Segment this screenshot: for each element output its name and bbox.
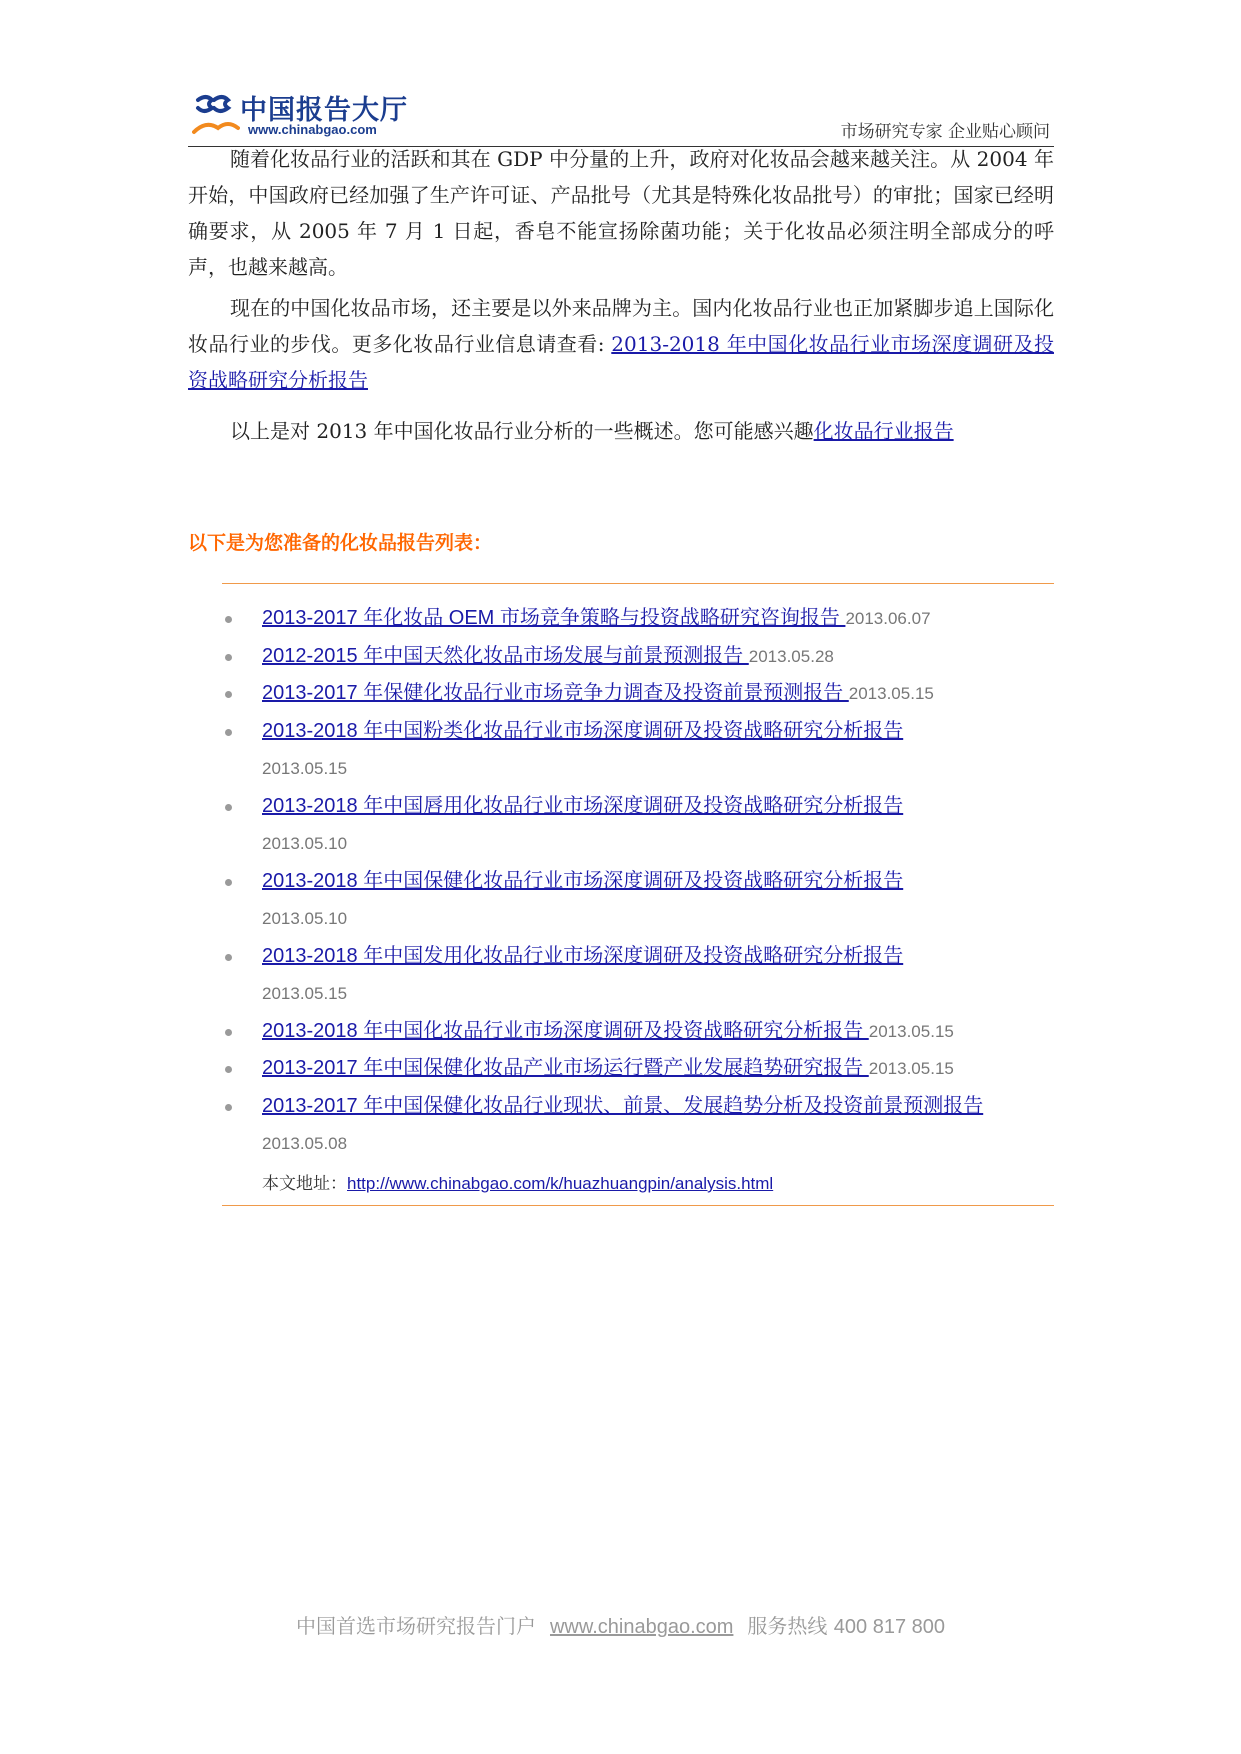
bullet-icon — [225, 954, 232, 961]
report-date: 2013.05.10 — [262, 909, 348, 928]
bullet-icon — [225, 879, 232, 886]
paragraph-summary — [188, 413, 1054, 449]
logo-url: www.chinabgao.com — [248, 122, 377, 137]
report-link-inline[interactable]: 2013-2018 年中国化妆品行业市场深度调研及投资战略研究分析报告 — [188, 332, 1054, 392]
footer-hotline-label: 服务热线 — [747, 1614, 828, 1638]
logo-text: 中国报告大厅 — [240, 95, 408, 126]
report-list-item — [222, 1013, 1062, 1051]
paragraph-market-text: 现在的中国化妆品市场，还主要是以外来品牌为主。国内化妆品行业也正加紧脚步追上国际化妆品行业的步伐。更多化妆品行业信息请查看: — [188, 296, 1054, 356]
report-date: 2013.05.08 — [262, 1134, 348, 1153]
bullet-icon — [225, 616, 232, 623]
report-date: 2013.05.15 — [868, 1021, 954, 1041]
site-logo[interactable] — [188, 86, 428, 144]
report-title-link[interactable]: 2013-2017 年中国保健化妆品行业现状、前景、发展趋势分析及投资前景预测报告 — [262, 1094, 984, 1117]
paragraph-regulation: 随着化妆品行业的活跃和其在 GDP 中分量的上升，政府对化妆品会越来越关注。从 2004 年开始，中国政府已经加强了生产许可证、产品批号（尤其是特殊化妆品批号）的审批；国家已经明确要求，从 2005 年 7 月 1 日起，香皂不能宣扬除菌功能；关于化妆品必须注明全部成分的呼声，也越来越高。 — [188, 147, 1054, 279]
page-footer — [0, 1610, 1241, 1639]
bullet-icon — [225, 804, 232, 811]
footer-hotline-number: 400 817 800 — [833, 1616, 946, 1638]
logo-mark-icon — [192, 92, 240, 138]
header-slogan: 市场研究专家 企业贴心顾问 — [840, 122, 1050, 142]
report-title-link[interactable]: 2013-2018 年中国保健化妆品行业市场深度调研及投资战略研究分析报告 — [262, 869, 904, 892]
paragraph-market — [188, 290, 1054, 398]
report-list-item — [222, 788, 1062, 863]
report-date: 2013.05.15 — [262, 984, 348, 1003]
report-list-item — [222, 600, 1062, 638]
bullet-icon — [225, 729, 232, 736]
report-list-item — [222, 1050, 1062, 1088]
report-title-link[interactable]: 2013-2018 年中国唇用化妆品行业市场深度调研及投资战略研究分析报告 — [262, 794, 904, 817]
report-date: 2013.05.15 — [868, 1059, 954, 1078]
divider-bottom — [222, 1205, 1054, 1206]
report-title-link[interactable]: 2013-2017 年化妆品 OEM 市场竞争策略与投资战略研究咨询报告 — [262, 607, 846, 629]
bullet-icon — [225, 1104, 232, 1111]
source-url-link[interactable]: http://www.chinabgao.com/k/huazhuangpin/analysis.html — [347, 1174, 774, 1193]
report-list-item — [222, 938, 1062, 1013]
report-date: 2013.06.07 — [845, 609, 931, 628]
industry-report-link[interactable]: 化妆品行业报告 — [813, 419, 954, 443]
report-title-link[interactable]: 2013-2017 年保健化妆品行业市场竞争力调查及投资前景预测报告 — [262, 682, 849, 704]
divider-top — [222, 583, 1054, 584]
report-list-item — [222, 713, 1062, 788]
report-title-link[interactable]: 2013-2018 年中国发用化妆品行业市场深度调研及投资战略研究分析报告 — [262, 944, 904, 967]
report-title-link[interactable]: 2013-2018 年中国化妆品行业市场深度调研及投资战略研究分析报告 — [262, 1019, 869, 1042]
report-title-link[interactable]: 2012-2015 年中国天然化妆品市场发展与前景预测报告 — [262, 644, 749, 667]
report-title-link[interactable]: 2013-2017 年中国保健化妆品产业市场运行暨产业发展趋势研究报告 — [262, 1057, 869, 1079]
report-list-item — [222, 863, 1062, 938]
source-label: 本文地址： — [262, 1174, 347, 1194]
footer-tagline: 中国首选市场研究报告门户 — [295, 1614, 536, 1638]
bullet-icon — [225, 654, 232, 661]
article-source — [262, 1169, 773, 1194]
report-list-item — [222, 1088, 1062, 1163]
bullet-icon — [225, 1066, 232, 1073]
report-list — [222, 600, 1062, 1163]
report-date: 2013.05.15 — [262, 759, 348, 778]
bullet-icon — [225, 691, 232, 698]
paragraph-summary-text: 以上是对 2013 年中国化妆品行业分析的一些概述。您可能感兴趣 — [230, 419, 814, 443]
page-header — [188, 86, 1054, 147]
report-list-title: 以下是为您准备的化妆品报告列表： — [188, 532, 493, 554]
report-date: 2013.05.28 — [748, 646, 834, 666]
report-list-item — [222, 675, 1062, 713]
footer-url-link[interactable]: www.chinabgao.com — [549, 1616, 734, 1638]
report-date: 2013.05.10 — [262, 834, 348, 853]
report-title-link[interactable]: 2013-2018 年中国粉类化妆品行业市场深度调研及投资战略研究分析报告 — [262, 719, 904, 742]
bullet-icon — [225, 1029, 232, 1036]
report-date: 2013.05.15 — [848, 684, 934, 703]
report-list-item — [222, 638, 1062, 676]
